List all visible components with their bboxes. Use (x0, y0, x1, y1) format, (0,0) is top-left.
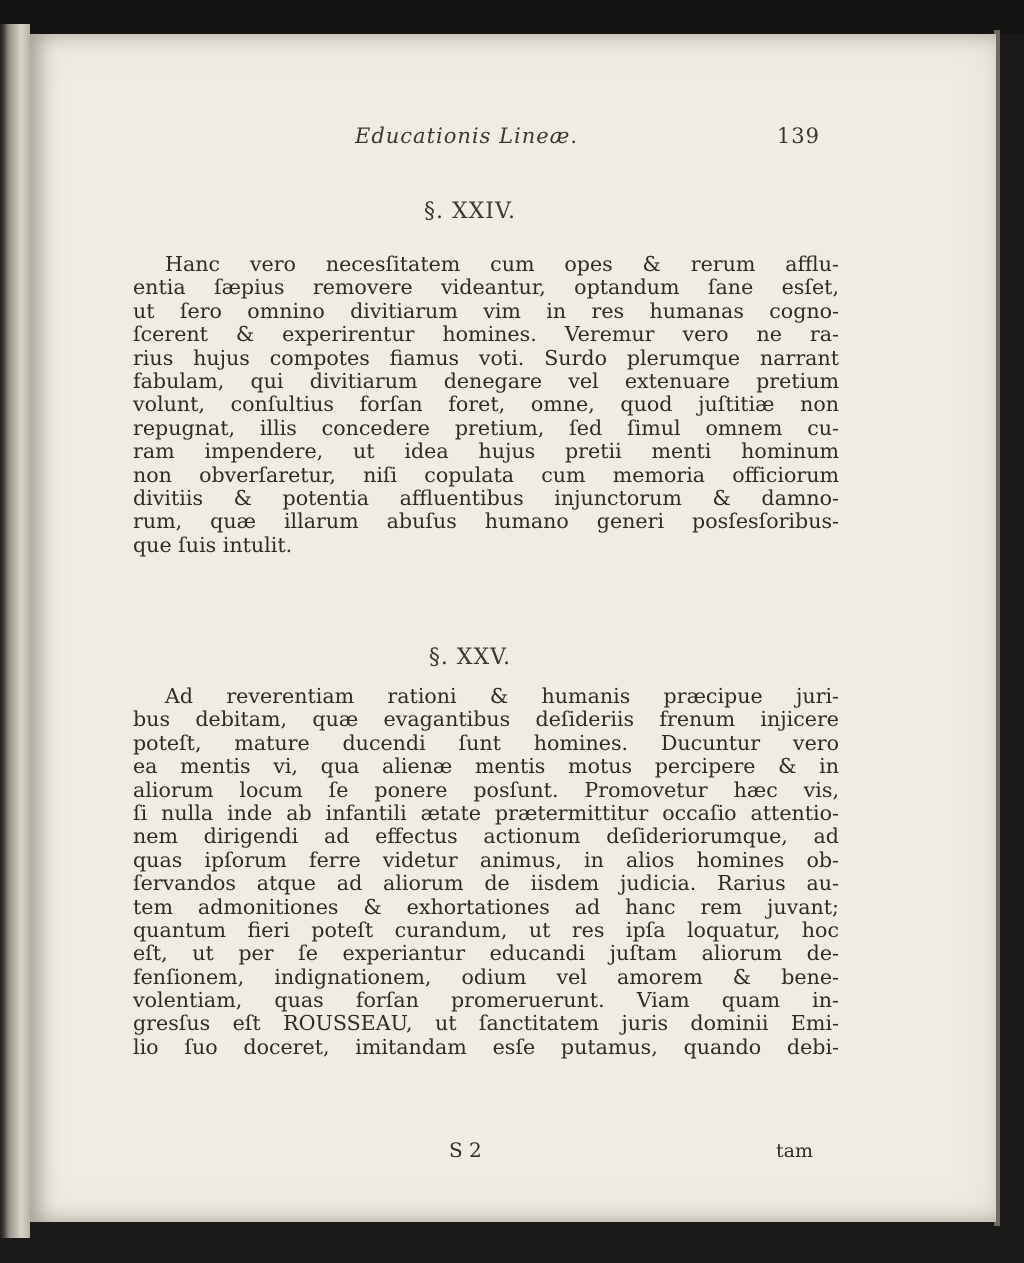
paragraph (133, 253, 839, 557)
catchword: tam (776, 1140, 813, 1162)
text-line: fenſionem, indignationem, odium vel amorem & bene- (133, 964, 839, 989)
text-line: que ſuis intulit. (133, 532, 293, 557)
text-line: ſcerent & experirentur homines. Veremur vero ne ra- (133, 322, 839, 347)
text-line: gresſus eſt ROUSSEAU, ut ſanctitatem juris dominii Emi- (133, 1011, 839, 1036)
text-line: ſi nulla inde ab infantili ætate prætermittitur occaſio attentio- (133, 800, 839, 825)
running-head (105, 120, 835, 160)
scan-top-shadow (0, 0, 1024, 34)
text-line: tem admonitiones & exhortationes ad hanc rem juvant; (133, 894, 839, 919)
page-number: 139 (776, 124, 820, 148)
text-line: rius hujus compotes fiamus voti. Surdo plerumque narrant (133, 345, 839, 370)
text-line: quas ipſorum ferre videtur animus, in alios homines ob- (133, 847, 839, 872)
text-line: entia ſæpius removere videantur, optandum ſane esſet, (133, 275, 839, 300)
text-line: quantum fieri poteſt curandum, ut res ipſa loquatur, hoc (133, 917, 839, 942)
text-line: lio ſuo doceret, imitandam esſe putamus, quando debi- (133, 1034, 839, 1059)
text-line: ea mentis vi, qua alienæ mentis motus percipere & in (133, 754, 839, 779)
text-line: volunt, conſultius forſan foret, omne, quod juſtitiæ non (133, 392, 839, 417)
text-line: Ad reverentiam rationi & humanis præcipue juri- (165, 684, 839, 708)
facing-page-edge (0, 24, 30, 1238)
text-line: volentiam, quas forſan promeruerunt. Viam quam in- (133, 988, 839, 1013)
text-line: non obverſaretur, niſi copulata cum memoria officiorum (133, 462, 839, 487)
text-line: fabulam, qui divitiarum denegare vel extenuare pretium (133, 368, 839, 393)
text-line: aliorum locum ſe ponere posſunt. Promovetur hæc vis, (133, 777, 839, 802)
text-line: bus debitam, quæ evagantibus deſideriis frenum injicere (133, 707, 839, 732)
signature-mark: S 2 (449, 1138, 482, 1162)
text-line: ut ſero omnino divitiarum vim in res humanas cogno- (133, 298, 839, 323)
text-line: nem dirigendi ad effectus actionum deſideriorumque, ad (133, 824, 839, 849)
text-line: poteſt, mature ducendi ſunt homines. Ducuntur vero (133, 730, 839, 755)
text-line: ſervandos atque ad aliorum de iisdem judicia. Rarius au- (133, 871, 839, 896)
text-line: divitiis & potentia affluentibus injunctorum & damno- (133, 485, 839, 510)
running-title: Educationis Lineæ. (355, 124, 579, 148)
text-line: repugnat, illis concedere pretium, ſed ſimul omnem cu- (133, 415, 839, 440)
text-line: rum, quæ illarum abuſus humano generi posſesſoribus- (133, 509, 839, 534)
section-heading: §. XXV. (428, 645, 512, 670)
section-heading: §. XXIV. (423, 199, 517, 224)
text-line: ram impendere, ut idea hujus pretii menti hominum (133, 439, 839, 464)
text-line: Hanc vero necesſitatem cum opes & rerum afflu- (165, 252, 839, 276)
paragraph (133, 685, 839, 1059)
text-line: eſt, ut per ſe experiantur educandi juſtam aliorum de- (133, 941, 839, 966)
